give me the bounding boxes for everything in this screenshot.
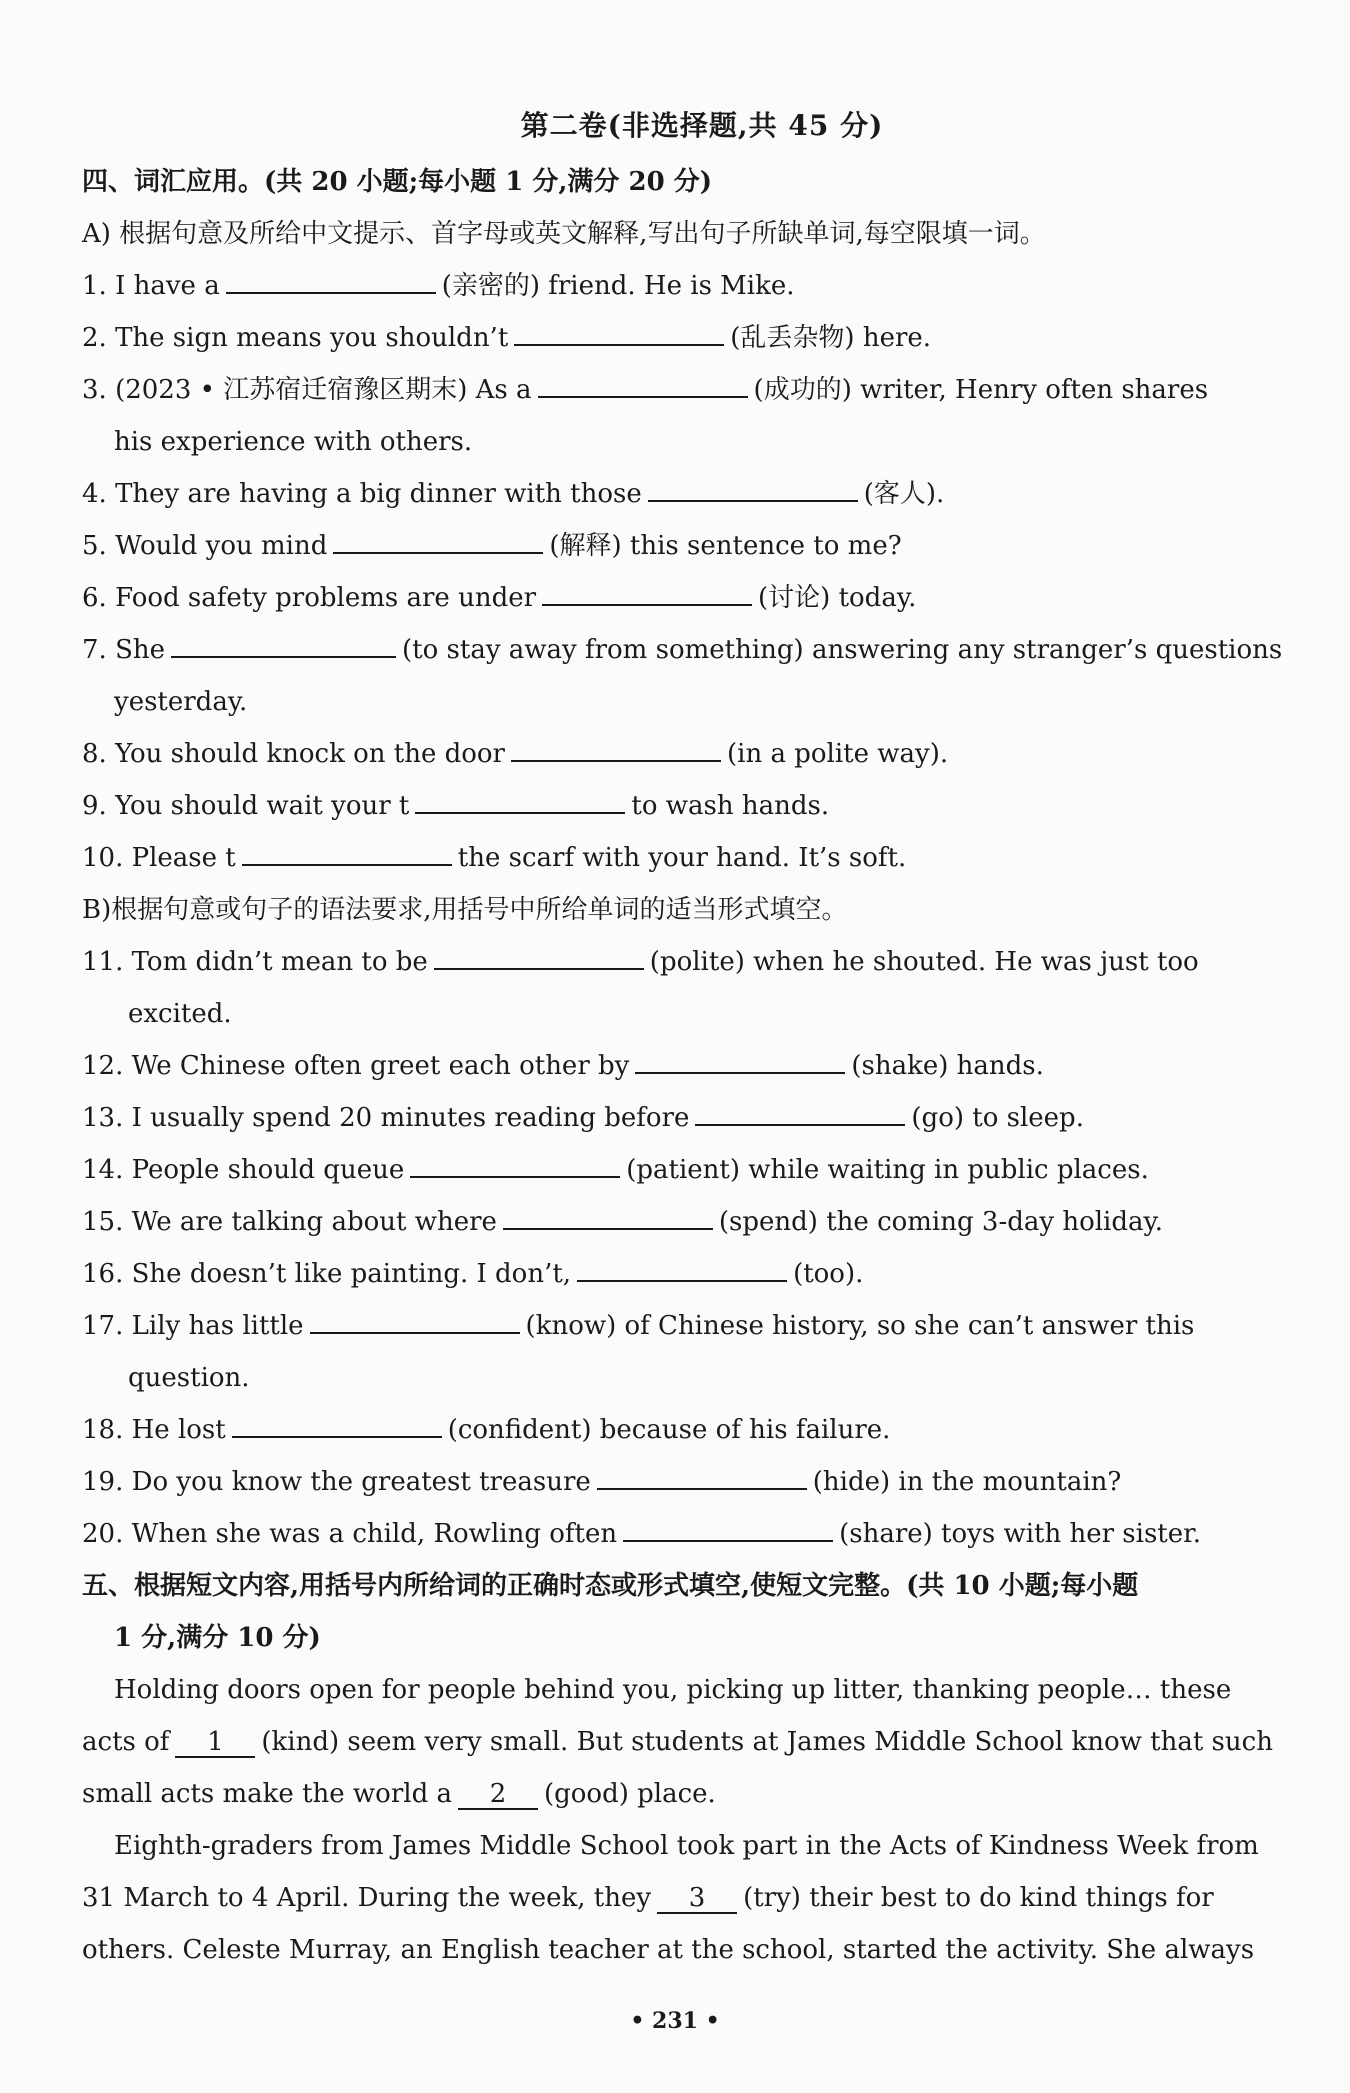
passage-blank-1[interactable]: 1	[175, 1728, 255, 1758]
partA-instruction: A) 根据句意及所给中文提示、首字母或英文解释,写出句子所缺单词,每空限填一词。	[82, 219, 1046, 249]
question-text: 3. (2023 • 江苏宿迁宿豫区期末) As a	[82, 375, 532, 405]
question-text: (too).	[793, 1259, 864, 1289]
question-text: the scarf with your hand. It’s soft.	[457, 843, 907, 873]
section5-heading-cont: 1 分,满分 10 分)	[114, 1623, 321, 1653]
passage-line: Eighth-graders from James Middle School took part in the Acts of Kindness Week from	[114, 1831, 1259, 1861]
answer-blank[interactable]	[226, 268, 436, 294]
question-text: (hide) in the mountain?	[812, 1467, 1122, 1497]
question-item	[82, 364, 1322, 416]
question-text: 12. We Chinese often greet each other by	[82, 1051, 630, 1081]
question-item	[82, 1248, 1322, 1300]
question-text: 18. He lost	[82, 1415, 226, 1445]
passage-text: acts of	[82, 1727, 170, 1757]
question-text: 10. Please t	[82, 843, 236, 873]
question-text: 17. Lily has little	[82, 1311, 304, 1341]
question-text: (to stay away from something) answering any stranger’s questions	[402, 635, 1283, 665]
question-text: (polite) when he shouted. He was just too	[649, 947, 1199, 977]
passage-line	[82, 1716, 1322, 1768]
answer-blank[interactable]	[310, 1308, 520, 1334]
question-text: 5. Would you mind	[82, 531, 328, 561]
answer-blank[interactable]	[415, 788, 625, 814]
answer-blank[interactable]	[538, 372, 748, 398]
question-text: 13. I usually spend 20 minutes reading before	[82, 1103, 690, 1133]
question-text: (成功的) writer, Henry often shares	[753, 375, 1209, 405]
question-item	[82, 1040, 1322, 1092]
passage-text: small acts make the world a	[82, 1779, 452, 1809]
question-text: (in a polite way).	[726, 739, 949, 769]
passage-line	[82, 1872, 1322, 1924]
question-continuation: excited.	[128, 999, 232, 1029]
passage-blank-2[interactable]: 2	[458, 1780, 538, 1810]
page-number: • 231 •	[630, 2008, 720, 2034]
answer-blank[interactable]	[542, 580, 752, 606]
question-item	[82, 312, 1322, 364]
answer-blank[interactable]	[597, 1464, 807, 1490]
question-item	[82, 1092, 1322, 1144]
answer-blank[interactable]	[514, 320, 724, 346]
section4-heading: 四、词汇应用。(共 20 小题;每小题 1 分,满分 20 分)	[82, 167, 713, 197]
question-item	[82, 1508, 1322, 1560]
question-text: 6. Food safety problems are under	[82, 583, 537, 613]
question-text: 15. We are talking about where	[82, 1207, 497, 1237]
question-text: 11. Tom didn’t mean to be	[82, 947, 428, 977]
passage-blank-3[interactable]: 3	[657, 1884, 737, 1914]
question-item	[82, 572, 1322, 624]
answer-blank[interactable]	[333, 528, 543, 554]
question-text: (patient) while waiting in public places.	[626, 1155, 1149, 1185]
question-text: to wash hands.	[631, 791, 830, 821]
question-item	[82, 468, 1322, 520]
question-continuation: his experience with others.	[114, 427, 473, 457]
paper-title: 第二卷(非选择题,共 45 分)	[520, 109, 884, 142]
passage	[82, 1664, 1322, 1976]
answer-blank[interactable]	[511, 736, 721, 762]
passage-line	[82, 1768, 1322, 1820]
question-text: (客人).	[863, 479, 945, 509]
answer-blank[interactable]	[577, 1256, 787, 1282]
question-text: (乱丢杂物) here.	[730, 323, 932, 353]
answer-blank[interactable]	[623, 1516, 833, 1542]
question-item	[82, 832, 1322, 884]
answer-blank[interactable]	[635, 1048, 845, 1074]
answer-blank[interactable]	[242, 840, 452, 866]
question-item	[82, 1300, 1322, 1352]
answer-blank[interactable]	[410, 1152, 620, 1178]
question-text: (spend) the coming 3-day holiday.	[718, 1207, 1164, 1237]
answer-blank[interactable]	[232, 1412, 442, 1438]
answer-blank[interactable]	[503, 1204, 713, 1230]
question-item	[82, 936, 1322, 988]
question-text: (shake) hands.	[851, 1051, 1044, 1081]
question-text: 1. I have a	[82, 271, 220, 301]
question-continuation: yesterday.	[114, 687, 248, 717]
question-text: (解释) this sentence to me?	[549, 531, 902, 561]
question-text: (go) to sleep.	[911, 1103, 1084, 1133]
passage-line: Holding doors open for people behind you, picking up litter, thanking people… these	[114, 1675, 1232, 1705]
question-text: 16. She doesn’t like painting. I don’t,	[82, 1259, 572, 1289]
answer-blank[interactable]	[171, 632, 396, 658]
question-text: (讨论) today.	[758, 583, 917, 613]
question-text: (亲密的) friend. He is Mike.	[441, 271, 795, 301]
answer-blank[interactable]	[648, 476, 858, 502]
question-text: (know) of Chinese history, so she can’t answer this	[525, 1311, 1195, 1341]
question-item	[82, 780, 1322, 832]
answer-blank[interactable]	[695, 1100, 905, 1126]
question-text: 19. Do you know the greatest treasure	[82, 1467, 591, 1497]
passage-line: others. Celeste Murray, an English teacher at the school, started the activity. She always	[82, 1935, 1255, 1965]
question-item	[82, 260, 1322, 312]
question-item	[82, 1456, 1322, 1508]
partB-instruction: B)根据句意或句子的语法要求,用括号中所给单词的适当形式填空。	[82, 895, 848, 925]
question-text: 9. You should wait your t	[82, 791, 410, 821]
passage-text: (good) place.	[543, 1779, 716, 1809]
question-item	[82, 1404, 1322, 1456]
question-text: 14. People should queue	[82, 1155, 405, 1185]
question-text: 2. The sign means you shouldn’t	[82, 323, 509, 353]
question-text: 8. You should knock on the door	[82, 739, 505, 769]
question-text: 20. When she was a child, Rowling often	[82, 1519, 618, 1549]
passage-text: 31 March to 4 April. During the week, they	[82, 1883, 652, 1913]
partA-items	[82, 260, 1322, 884]
question-item	[82, 728, 1322, 780]
passage-text: (try) their best to do kind things for	[743, 1883, 1214, 1913]
question-item	[82, 520, 1322, 572]
question-item	[82, 1144, 1322, 1196]
question-continuation: question.	[128, 1363, 250, 1393]
question-text: (share) toys with her sister.	[839, 1519, 1201, 1549]
answer-blank[interactable]	[434, 944, 644, 970]
section5-heading: 五、根据短文内容,用括号内所给词的正确时态或形式填空,使短文完整。(共 10 小题;每小题	[82, 1571, 1139, 1601]
question-text: 4. They are having a big dinner with those	[82, 479, 642, 509]
partB-items	[82, 936, 1322, 1560]
passage-text: (kind) seem very small. But students at James Middle School know that such	[261, 1727, 1273, 1757]
question-text: (confident) because of his failure.	[447, 1415, 891, 1445]
question-item	[82, 624, 1322, 676]
question-text: 7. She	[82, 635, 166, 665]
question-item	[82, 1196, 1322, 1248]
